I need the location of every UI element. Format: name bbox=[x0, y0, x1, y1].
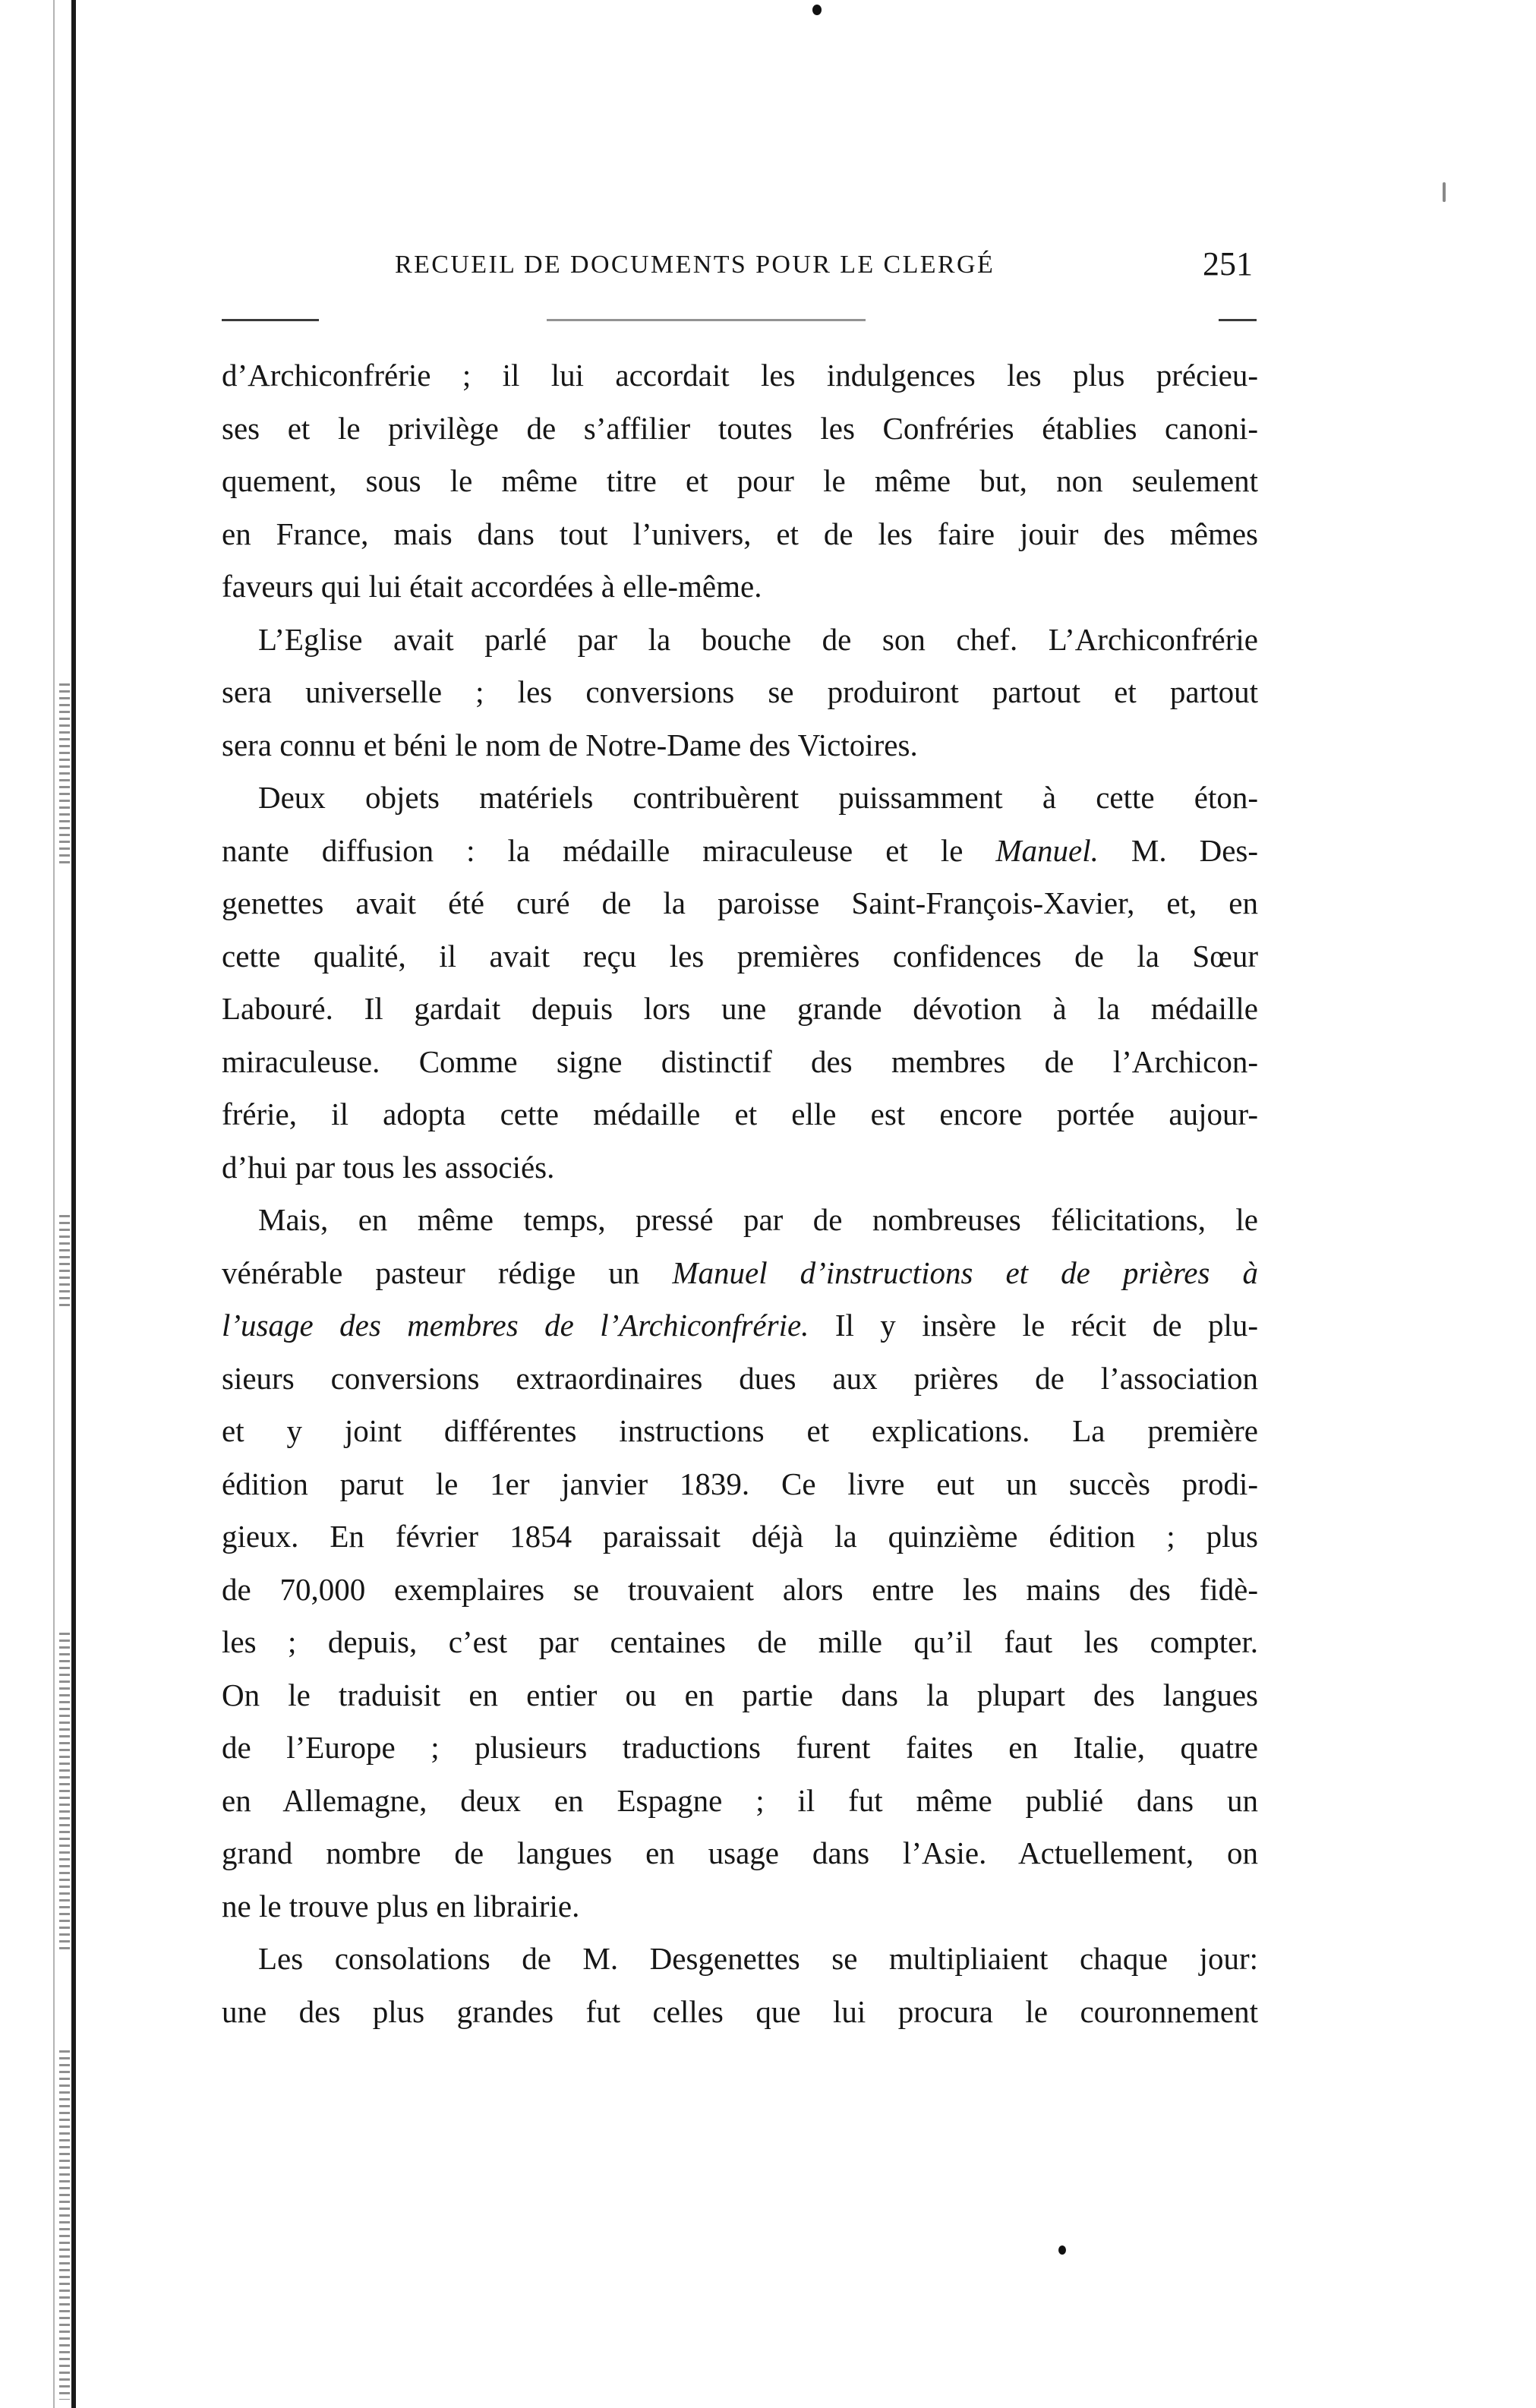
text-line bbox=[222, 825, 1258, 878]
text-line: une des plus grandes fut celles que lui procura le couronnement bbox=[222, 1993, 1258, 2029]
book-title-manuel-instructions-cont: l’usage des membres de l’Archiconfrérie. bbox=[222, 1308, 809, 1343]
text-line: frérie, il adopta cette médaille et elle est encore portée aujour- bbox=[222, 1097, 1258, 1131]
text-fragment: nante diffusion : la médaille miraculeuse et le bbox=[222, 832, 996, 868]
text-line: Deux objets matériels contribuèrent puissamment à cette éton- bbox=[258, 780, 1258, 815]
text-line: et y joint différentes instructions et explications. La première bbox=[222, 1413, 1258, 1448]
text-line: de l’Europe ; plusieurs traductions furent faites en Italie, quatre bbox=[222, 1730, 1258, 1765]
text-line: en Allemagne, deux en Espagne ; il fut même publié dans un bbox=[222, 1782, 1258, 1818]
binding-mark bbox=[59, 1633, 70, 1952]
text-line: gieux. En février 1854 paraissait déjà la quinzième édition ; plus bbox=[222, 1519, 1258, 1554]
ink-speck bbox=[812, 5, 822, 15]
binding-mark bbox=[59, 2050, 70, 2400]
text-line: sera universelle ; les conversions se produiront partout et partout bbox=[222, 674, 1258, 709]
text-line: genettes avait été curé de la paroisse Saint-François-Xavier, et, en bbox=[222, 885, 1258, 920]
book-title-manuel: Manuel. bbox=[995, 832, 1099, 868]
text-line: ne le trouve plus en librairie. bbox=[222, 1888, 580, 1924]
header-rule bbox=[222, 319, 319, 321]
ink-speck bbox=[1443, 182, 1446, 202]
running-title: RECUEIL DE DOCUMENTS POUR LE CLERGÉ bbox=[395, 251, 995, 279]
text-line: sera connu et béni le nom de Notre-Dame des Victoires. bbox=[222, 727, 918, 762]
ink-speck bbox=[1058, 2245, 1066, 2255]
body-text bbox=[222, 349, 1258, 2038]
text-line: grand nombre de langues en usage dans l’Asie. Actuellement, on bbox=[222, 1835, 1258, 1870]
binding-mark bbox=[59, 1215, 70, 1306]
text-line: les ; depuis, c’est par centaines de mille qu’il faut les compter. bbox=[222, 1624, 1258, 1659]
text-line bbox=[222, 1247, 1258, 1300]
text-line: sieurs conversions extraordinaires dues aux prières de l’association bbox=[222, 1360, 1258, 1396]
text-line bbox=[222, 1299, 1258, 1352]
text-line: en France, mais dans tout l’univers, et de les faire jouir des mêmes bbox=[222, 516, 1258, 551]
binding-mark bbox=[59, 683, 70, 866]
text-line: Labouré. Il gardait depuis lors une grande dévotion à la médaille bbox=[222, 991, 1258, 1026]
text-line: L’Eglise avait parlé par la bouche de son chef. L’Archiconfrérie bbox=[258, 621, 1258, 657]
text-fragment: Il y insère le récit de plu- bbox=[809, 1308, 1258, 1343]
header-rule bbox=[547, 319, 866, 321]
page-header bbox=[395, 245, 1253, 290]
text-line: Les consolations de M. Desgenettes se multipliaient chaque jour: bbox=[258, 1941, 1258, 1976]
text-fragment: vénérable pasteur rédige un bbox=[222, 1254, 673, 1290]
text-line: miraculeuse. Comme signe distinctif des membres de l’Archicon- bbox=[222, 1043, 1258, 1079]
binding-edge bbox=[71, 0, 76, 2408]
text-line: de 70,000 exemplaires se trouvaient alors entre les mains des fidè- bbox=[222, 1571, 1258, 1607]
header-rule bbox=[1219, 319, 1257, 321]
page-number: 251 bbox=[1203, 245, 1253, 282]
book-title-manuel-instructions: Manuel d’instructions et de prières à bbox=[672, 1254, 1258, 1290]
text-line: quement, sous le même titre et pour le même but, non seulement bbox=[222, 463, 1258, 498]
binding-edge-thin bbox=[53, 0, 55, 2408]
text-line: d’hui par tous les associés. bbox=[222, 1149, 555, 1185]
text-line: faveurs qui lui était accordées à elle-même. bbox=[222, 569, 762, 604]
text-line: Mais, en même temps, pressé par de nombreuses félicitations, le bbox=[258, 1202, 1258, 1237]
text-line: cette qualité, il avait reçu les premières confidences de la Sœur bbox=[222, 938, 1258, 974]
text-fragment: M. Des- bbox=[1098, 832, 1259, 868]
text-line: édition parut le 1er janvier 1839. Ce livre eut un succès prodi- bbox=[222, 1466, 1258, 1501]
text-line: d’Archiconfrérie ; il lui accordait les indulgences les plus précieu- bbox=[222, 358, 1258, 393]
text-line: On le traduisit en entier ou en partie dans la plupart des langues bbox=[222, 1677, 1258, 1712]
text-line: ses et le privilège de s’affilier toutes les Confréries établies canoni- bbox=[222, 410, 1258, 446]
